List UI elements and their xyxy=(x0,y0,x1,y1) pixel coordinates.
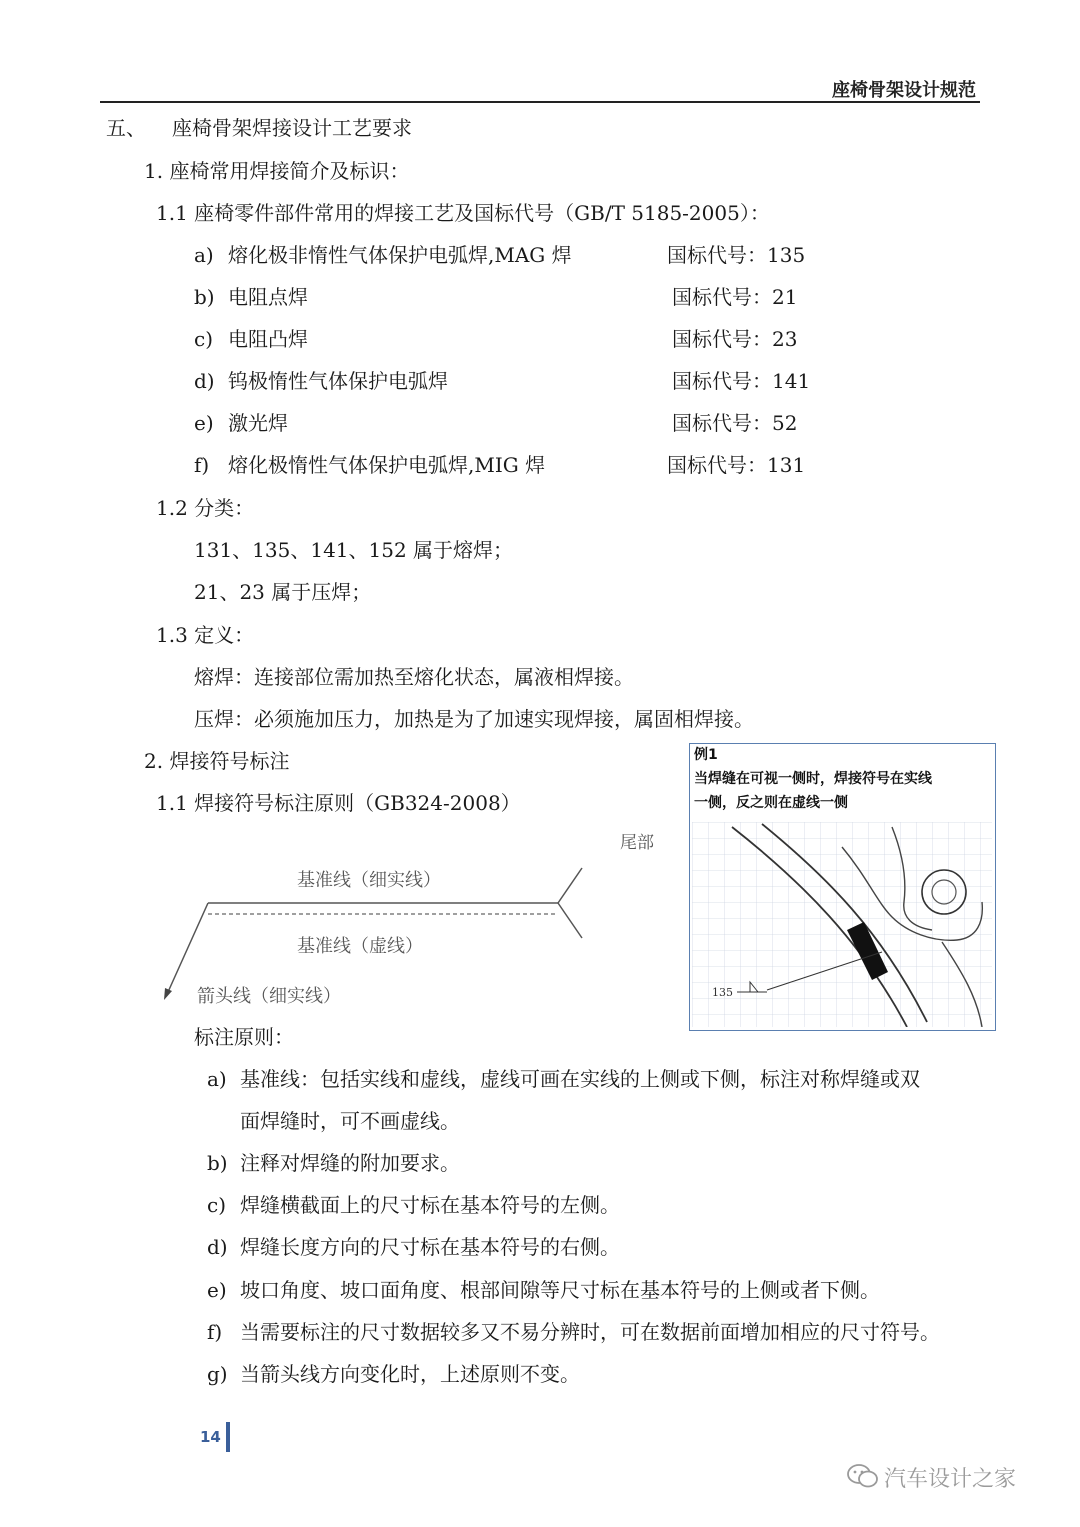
tail-lower-line xyxy=(558,903,582,938)
process-name-c: 电阻凸焊 xyxy=(228,327,308,351)
process-name-a: 熔化极非惰性气体保护电弧焊,MAG 焊 xyxy=(228,243,572,267)
subsection-2-heading: 2. 焊接符号标注 xyxy=(144,749,290,773)
subsection-1-2-heading: 1.2 分类： xyxy=(156,496,255,520)
definition-pressure: 压焊：必须施加压力，加热是为了加速实现焊接，属固相焊接。 xyxy=(194,707,754,731)
process-name-e: 激光焊 xyxy=(228,411,288,435)
example-line-1: 当焊缝在可视一侧时，焊接符号在实线 xyxy=(694,771,932,787)
watermark-text: 汽车设计之家 xyxy=(884,1467,1017,1492)
grid-background xyxy=(692,822,992,1027)
section-number: 五、 xyxy=(106,116,146,140)
process-code-a: 国标代号：135 xyxy=(667,243,806,267)
tail-upper-line xyxy=(558,868,582,903)
subsection-1-3-heading: 1.3 定义： xyxy=(156,623,255,647)
page-number-bar xyxy=(226,1422,230,1452)
principle-text-e: 坡口角度、坡口面角度、根部间隙等尺寸标在基本符号的上侧或者下侧。 xyxy=(240,1278,880,1302)
weld-code-label: 135 xyxy=(712,986,733,999)
process-code-e: 国标代号：52 xyxy=(672,411,798,435)
arrow-head xyxy=(164,988,172,1000)
process-label-c: c) xyxy=(194,327,214,351)
principle-text-g: 当箭头线方向变化时，上述原则不变。 xyxy=(240,1362,580,1386)
diagram-dashed-line-label: 基准线（虚线） xyxy=(297,936,423,957)
principle-label-d: d) xyxy=(207,1235,228,1259)
principle-label-b: b) xyxy=(207,1151,228,1175)
principle-label-c: c) xyxy=(207,1193,227,1217)
process-label-b: b) xyxy=(194,285,215,309)
classification-line-1: 131、135、141、152 属于熔焊； xyxy=(194,538,514,562)
process-name-f: 熔化极惰性气体保护电弧焊,MIG 焊 xyxy=(228,453,546,477)
principle-text-a-cont: 面焊缝时，可不画虚线。 xyxy=(240,1109,460,1133)
process-label-a: a) xyxy=(194,243,214,267)
process-label-f: f) xyxy=(194,453,210,477)
principle-text-b: 注释对焊缝的附加要求。 xyxy=(240,1151,460,1175)
principle-label-g: g) xyxy=(207,1362,228,1386)
process-code-f: 国标代号：131 xyxy=(667,453,806,477)
process-name-d: 钨极惰性气体保护电弧焊 xyxy=(228,369,448,393)
subsection-1-heading: 1. 座椅常用焊接简介及标识： xyxy=(144,159,410,183)
section-title: 座椅骨架焊接设计工艺要求 xyxy=(172,116,412,140)
header-rule xyxy=(100,101,980,103)
weld-symbol-diagram xyxy=(150,850,610,1010)
subsection-1-1-heading: 1.1 座椅零件部件常用的焊接工艺及国标代号（GB/T 5185-2005）： xyxy=(156,201,770,225)
classification-line-2: 21、23 属于压焊； xyxy=(194,580,372,604)
process-code-c: 国标代号：23 xyxy=(672,327,798,351)
example-title: 例1 xyxy=(694,747,718,763)
principle-label-e: e) xyxy=(207,1278,227,1302)
example-line-2: 一侧，反之则在虚线一侧 xyxy=(694,795,848,811)
process-label-e: e) xyxy=(194,411,214,435)
process-name-b: 电阻点焊 xyxy=(228,285,308,309)
example-box xyxy=(689,743,996,1031)
definition-fusion: 熔焊：连接部位需加热至熔化状态，属液相焊接。 xyxy=(194,665,634,689)
wechat-icon xyxy=(846,1462,880,1490)
principle-text-d: 焊缝长度方向的尺寸标在基本符号的右侧。 xyxy=(240,1235,620,1259)
principle-label-f: f) xyxy=(207,1320,223,1344)
principle-label-a: a) xyxy=(207,1067,227,1091)
arrow-line xyxy=(168,903,208,992)
example-drawing xyxy=(692,822,992,1027)
diagram-arrow-line-label: 箭头线（细实线） xyxy=(197,986,341,1007)
page-number: 14 xyxy=(200,1428,221,1446)
principles-heading: 标注原则： xyxy=(194,1025,294,1049)
principle-text-f: 当需要标注的尺寸数据较多又不易分辨时，可在数据前面增加相应的尺寸符号。 xyxy=(240,1320,940,1344)
principle-text-c: 焊缝横截面上的尺寸标在基本符号的左侧。 xyxy=(240,1193,620,1217)
diagram-solid-line-label: 基准线（细实线） xyxy=(297,870,441,891)
process-label-d: d) xyxy=(194,369,215,393)
process-code-d: 国标代号：141 xyxy=(672,369,811,393)
process-code-b: 国标代号：21 xyxy=(672,285,798,309)
principle-text-a: 基准线：包括实线和虚线，虚线可画在实线的上侧或下侧，标注对称焊缝或双 xyxy=(240,1067,920,1091)
header-title: 座椅骨架设计规范 xyxy=(832,80,976,101)
subsection-2-1-heading: 1.1 焊接符号标注原则（GB324-2008） xyxy=(156,791,521,815)
diagram-tail-label: 尾部 xyxy=(620,833,654,853)
